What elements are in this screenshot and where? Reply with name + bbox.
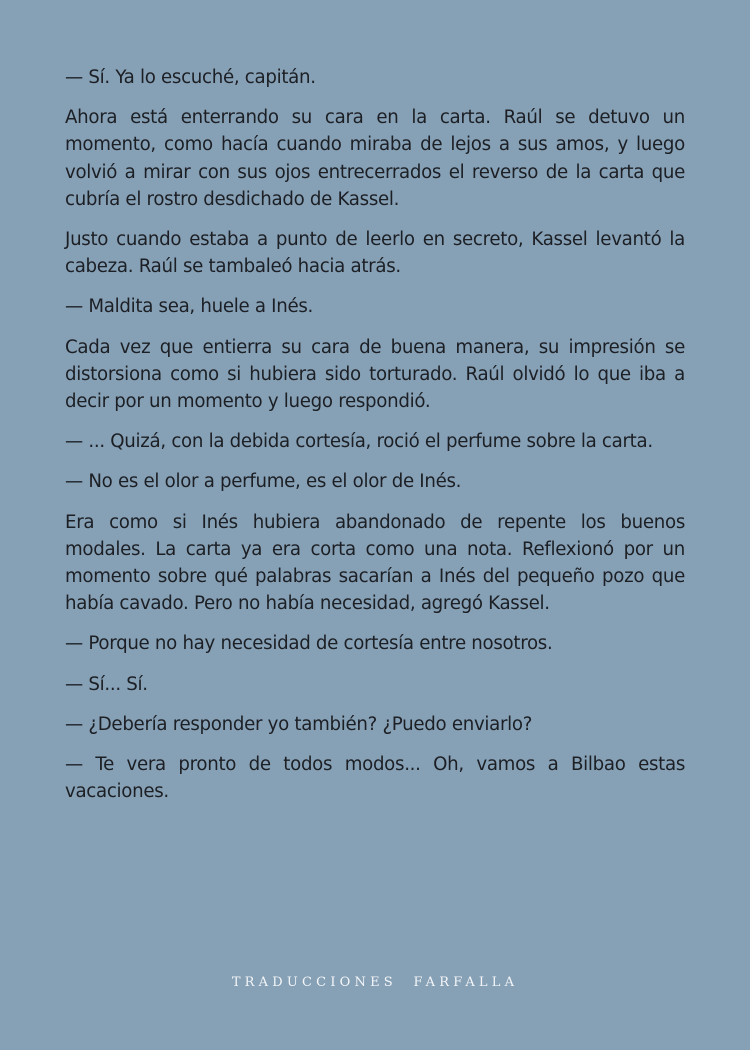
- dialogue-line: — Maldita sea, huele a Inés.: [65, 296, 314, 318]
- dialogue-line: — Sí... Sí.: [65, 673, 148, 695]
- dialogue-line: — No es el olor a perfume, es el olor de Inés.: [65, 471, 462, 493]
- dialogue-line: — ... Quizá, con la debida cortesía, roció el perfume sobre la carta.: [65, 431, 653, 453]
- narrative-paragraph: Ahora está enterrando su cara en la carta. Raúl se detuvo un momento, como hacía cuando miraba de lejos a sus amos, y luego volvió a mirar con sus ojos entrecerrados el reverso de la carta que cubría el rostro desdichado de Kassel.: [65, 107, 685, 210]
- footer-credit: TRADUCCIONES FARFALLA: [231, 975, 519, 990]
- page-body: [65, 64, 685, 818]
- dialogue-line: — Porque no hay necesidad de cortesía entre nosotros.: [65, 633, 553, 655]
- dialogue-line: — Te vera pronto de todos modos... Oh, vamos a Bilbao estas vacaciones.: [65, 754, 685, 803]
- narrative-paragraph: Cada vez que entierra su cara de buena manera, su impresión se distorsiona como si hubiera sido torturado. Raúl olvidó lo que iba a decir por un momento y luego respondió.: [65, 336, 685, 413]
- narrative-paragraph: Era como si Inés hubiera abandonado de repente los buenos modales. La carta ya era corta como una nota. Reflexionó por un momento sobre qué palabras sacarían a Inés del pequeño pozo que había cavado. Pero no había necesidad, agregó Kassel.: [65, 511, 685, 615]
- dialogue-line: — ¿Debería responder yo también? ¿Puedo enviarlo?: [65, 713, 533, 735]
- narrative-paragraph: Justo cuando estaba a punto de leerlo en secreto, Kassel levantó la cabeza. Raúl se tambaleó hacia atrás.: [65, 229, 685, 278]
- dialogue-line: — Sí. Ya lo escuché, capitán.: [65, 67, 316, 88]
